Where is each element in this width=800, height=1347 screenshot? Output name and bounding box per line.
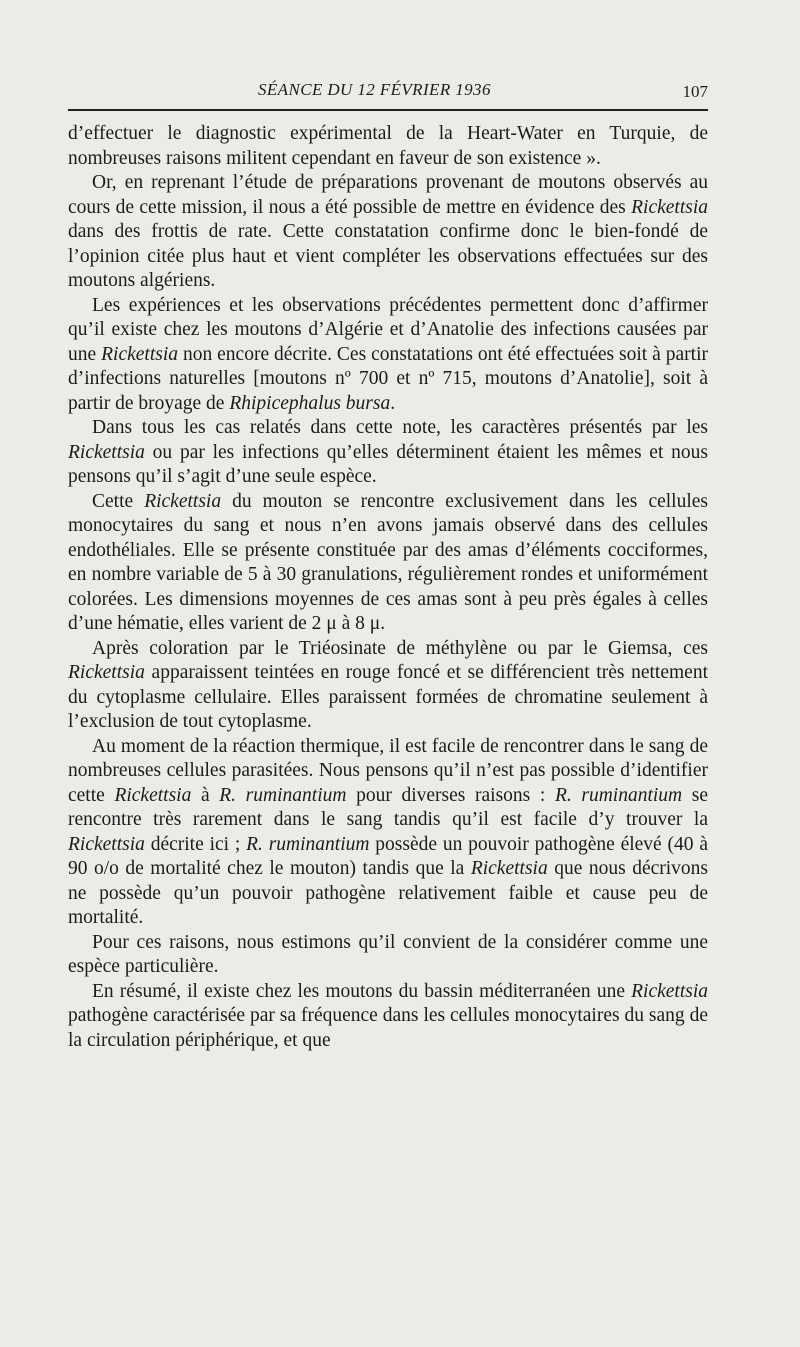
paragraph-rickettsia-discovery [68, 171, 708, 294]
italic-term: Rickettsia [68, 662, 145, 683]
paragraph-morphology [68, 490, 708, 637]
paragraph-single-species [68, 416, 708, 490]
body-text [68, 122, 708, 1053]
text-run: . [390, 392, 396, 414]
italic-term: R. ruminantium [219, 784, 347, 806]
italic-term: Rickettsia [470, 858, 548, 879]
text-run: possède un pouvoir pathogène élevé (40 à 90 o/o de mortalité chez le mouton) tandis que la [68, 833, 708, 879]
text-run: apparaissent teintées en rouge foncé et se différencient très nettement du cytoplasme cellulaire. Elles paraissent formées de chromatine seulement à l’exclusion de tout cytoplasme. [68, 662, 708, 732]
text-run: dans des frottis de rate. Cette constatation confirme donc le bien-fondé de l’opinion citée plus haut et vient compléter les observations effectuées sur des moutons algériens. [68, 221, 708, 291]
running-header [68, 80, 708, 110]
paragraph-staining [68, 637, 708, 735]
paragraph-continued [68, 122, 708, 171]
italic-term: Rickettsia [631, 196, 708, 218]
paragraph-comparison [68, 735, 708, 931]
italic-term: Rickettsia [114, 784, 192, 806]
text-run: Après coloration par le Triéosinate de méthylène ou par le Giemsa, ces [92, 637, 708, 659]
italic-term: R. ruminantium [246, 833, 370, 855]
paragraph-summary [68, 980, 708, 1054]
text-run: que nous décrivons ne possède qu’un pouvoir pathogène relativement faible et cause peu de mortalité. [68, 858, 709, 928]
text-run: non encore décrite. Ces constatations ont été effectuées soit à partir d’infections naturelles [moutons nº 700 et nº 715, moutons d’Anatolie], soit à partir de broyage de [68, 343, 709, 414]
running-header-title: SÉANCE DU 12 FÉVRIER 1936 [258, 80, 491, 99]
italic-term: R. ruminantium [554, 784, 683, 806]
text-run: à [191, 784, 220, 806]
text-run: pathogène caractérisée par sa fréquence dans les cellules monocytaires du sang de la circulation périphérique, et que [68, 1005, 708, 1051]
paragraph-infections [68, 294, 708, 417]
italic-term: Rhipicephalus bursa [229, 392, 391, 414]
italic-term: Rickettsia [68, 833, 145, 855]
text-run: pour diverses raisons : [346, 784, 555, 806]
paragraph-conclusion [68, 931, 708, 980]
italic-term: Rickettsia [144, 490, 222, 512]
text-run: Les expériences et les observations précédentes permettent donc d’affirmer qu’il existe chez les moutons d’Algérie et d’Anatolie des infections causées par une [68, 294, 708, 365]
text-run: du mouton se rencontre exclusivement dans les cellules monocytaires du sang et nous n’en avons jamais observé dans des cellules endothéliales. Elle se présente constituée par des amas d’éléments cocciformes, en nombre variable de 5 à 30 granulations, régulièrement rondes et uniformément colorées. Les dimensions moyennes de ces amas sont à peu près égales à celles d’une hématie, elles varient de 2 μ à 8 μ. [68, 490, 708, 634]
text-run: d’effectuer le diagnostic expérimental de la Heart-Water en Turquie, de nombreuses raisons militent cependant en faveur de son existence ». [68, 123, 708, 169]
text-run: se rencontre très rarement dans le sang tandis qu’il est facile d’y trouver la [68, 784, 709, 830]
text-run: En résumé, il existe chez les moutons du bassin méditerranéen une [92, 980, 632, 1002]
text-run: Pour ces raisons, nous estimons qu’il convient de la considérer comme une espèce particulière. [68, 931, 708, 977]
text-run: Cette [92, 490, 145, 512]
text-run: Or, en reprenant l’étude de préparations provenant de moutons observés au cours de cette mission, il nous a été possible de mettre en évidence des [68, 172, 708, 218]
text-run: Dans tous les cas relatés dans cette note, les caractères présentés par les [92, 417, 708, 438]
header-rule [68, 109, 708, 111]
italic-term: Rickettsia [68, 441, 145, 463]
page-number: 107 [682, 82, 708, 101]
italic-term: Rickettsia [101, 343, 178, 365]
text-run: décrite ici ; [144, 833, 247, 855]
text-run: ou par les infections qu’elles déterminent étaient les mêmes et nous pensons qu’il s’agit d’une seule espèce. [68, 441, 708, 487]
text-run: Au moment de la réaction thermique, il est facile de rencontrer dans le sang de nombreuses cellules parasitées. Nous pensons qu’il n’est pas possible d’identifier cette [68, 735, 708, 806]
italic-term: Rickettsia [631, 980, 708, 1002]
